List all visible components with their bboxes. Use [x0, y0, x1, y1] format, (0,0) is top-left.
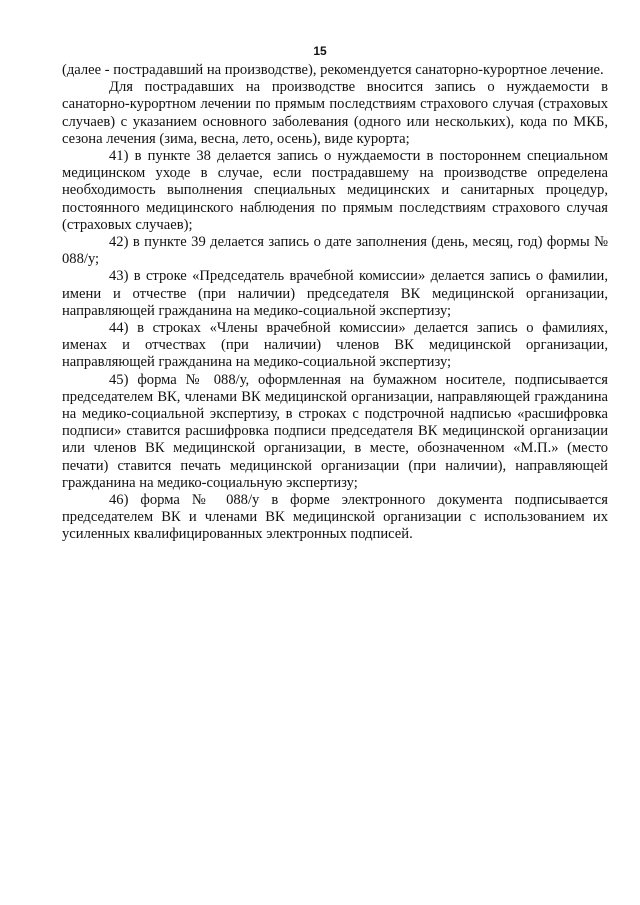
paragraph-item-41: 41) в пункте 38 делается запись о нуждаемости в постороннем специальном медицинском уходе в случае, если пострадавшему на производстве определена необходимость выполнения специальных медицинских и санитарных процедур, постоянного медицинского наблюдения по прямым последствиям страхового случая (страховых случаев);	[62, 148, 608, 233]
paragraph-continuation: (далее - пострадавший на производстве), рекомендуется санаторно-курортное лечение.	[62, 62, 604, 78]
paragraph-sanatorium-record: Для пострадавших на производстве вносится запись о нуждаемости в санаторно-курортном лечении по прямым последствиям страхового случая (страховых случаев) с указанием основного заболевания (одного или нескольких), кода по МКБ, сезона лечения (зима, весна, лето, осень), виде курорта;	[62, 79, 608, 147]
paragraph-item-42: 42) в пункте 39 делается запись о дате заполнения (день, месяц, год) формы № 088/у;	[62, 234, 608, 268]
paragraph-item-43: 43) в строке «Председатель врачебной комиссии» делается запись о фамилии, имени и отчестве (при наличии) председателя ВК медицинской организации, направляющей гражданина на медико-социальной экспертизу;	[62, 268, 608, 319]
paragraph-item-44: 44) в строках «Члены врачебной комиссии» делается запись о фамилиях, именах и отчествах (при наличии) членов ВК медицинской организации, направляющей гражданина на медико-социальной экспертизу;	[62, 320, 608, 371]
page-number: 15	[313, 44, 327, 58]
paragraph-item-46: 46) форма № 088/у в форме электронного документа подписывается председателем ВК и членами ВК медицинской организации с использованием их усиленных квалифицированных электронных подписей.	[62, 492, 608, 543]
paragraph-item-45: 45) форма № 088/у, оформленная на бумажном носителе, подписывается председателем ВК, членами ВК медицинской организации, направляющей гражданина на медико-социальной экспертизу, в строках с подстрочной надписью «расшифровка подписи» ставится расшифровка подписи председателя ВК медицинской организации или членов ВК медицинской организации, в месте, обозначенном «М.П.» (место печати) ставится печать медицинской организации (при наличии), направляющей гражданина на медико-социальную экспертизу;	[62, 371, 608, 491]
document-body	[62, 62, 608, 544]
